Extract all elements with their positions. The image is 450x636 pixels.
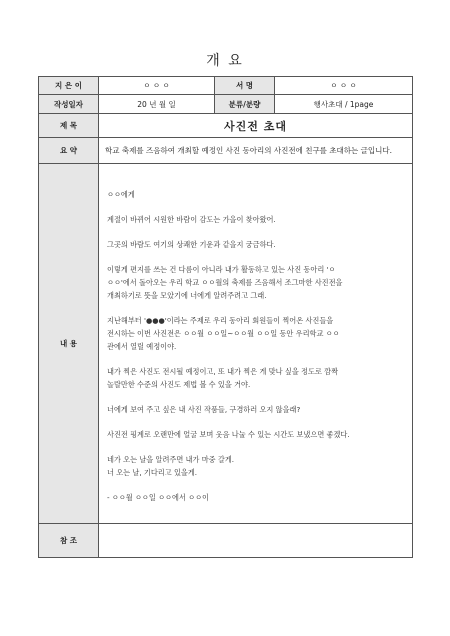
letter-paragraph-2: 그곳의 바람도 여기의 상쾌한 기운과 같을지 궁금하다.: [107, 240, 276, 249]
subject-label: 제 목: [39, 114, 99, 138]
letter-body: [107, 164, 406, 504]
summary-form-table: [38, 76, 413, 558]
document-title: [0, 50, 450, 70]
reference-value: [99, 524, 413, 558]
letter-paragraph-1: 계절이 바뀌어 시원한 바람이 감도는 가을이 찾아왔어.: [107, 215, 276, 224]
letter-paragraph-8-line-1: 네가 오는 날을 알려주면 내가 마중 갈게.: [107, 455, 235, 464]
signature-value: ㅇ ㅇ ㅇ: [275, 77, 413, 95]
letter-paragraph-4-line-2: 전시하는 이번 사진전은 ㅇㅇ월 ㅇㅇ일~ㅇㅇ월 ㅇㅇ일 동안 우리학교 ㅇㅇ: [107, 329, 340, 338]
summary-label: 요 약: [39, 138, 99, 164]
author-label: 지 은 이: [39, 77, 99, 95]
content-cell: [99, 164, 413, 524]
letter-paragraph-3-line-3: 개최하기로 뜻을 모았기에 너에게 알려주려고 그래.: [107, 291, 267, 300]
reference-label: 참 조: [39, 524, 99, 558]
letter-paragraph-6: 너에게 보여 주고 싶은 내 사진 작품들, 구경하러 오지 않을래?: [107, 405, 301, 414]
signature-label: 서 명: [215, 77, 275, 95]
letter-paragraph-4-line-1: 지난해부터 '●●●'이라는 주제로 우리 동아리 회원들이 찍어온 사진들을: [107, 316, 334, 325]
summary-value: 학교 축제를 즈음하여 개최할 예정인 사진 동아리의 사진전에 친구를 초대하는 글입니다.: [99, 138, 413, 164]
letter-closing: - ㅇㅇ월 ㅇㅇ일 ㅇㅇ에서 ㅇㅇ이: [107, 493, 209, 502]
content-label: 내 용: [39, 164, 99, 524]
author-value: ㅇ ㅇ ㅇ: [99, 77, 215, 95]
letter-paragraph-5-line-2: 놀랄만한 수준의 사진도 제법 볼 수 있을 거야.: [107, 380, 251, 389]
category-label: 분류/분량: [215, 95, 275, 114]
category-value: 행사초대 / 1page: [275, 95, 413, 114]
date-value: 20 년 월 일: [99, 95, 215, 114]
letter-paragraph-3-line-1: 이렇게 편지를 쓰는 건 다름이 아니라 내가 활동하고 있는 사진 동아리 'ㅇ: [107, 265, 336, 274]
letter-paragraph-7: 사진전 핑계로 오랜만에 얼굴 보며 웃음 나눌 수 있는 시간도 보냈으면 좋겠다.: [107, 430, 350, 439]
date-label: 작성일자: [39, 95, 99, 114]
letter-paragraph-8-line-2: 너 오는 날, 기다리고 있을게.: [107, 468, 198, 477]
letter-paragraph-5-line-1: 내가 찍은 사진도 전시될 예정이고, 또 내가 찍은 게 맞나 싶을 정도로 깜짝: [107, 367, 339, 376]
letter-salutation: ㅇㅇ에게: [107, 190, 135, 199]
document-title-text: 개 요: [206, 53, 244, 69]
subject-value: 사진전 초대: [99, 114, 413, 138]
letter-paragraph-3-line-2: ㅇㅇ'에서 돌아오는 우리 학교 ㅇㅇ월의 축제를 즈음해서 조그마한 사진전을: [107, 278, 343, 287]
letter-paragraph-4-line-3: 관에서 열릴 예정이야.: [107, 342, 177, 351]
